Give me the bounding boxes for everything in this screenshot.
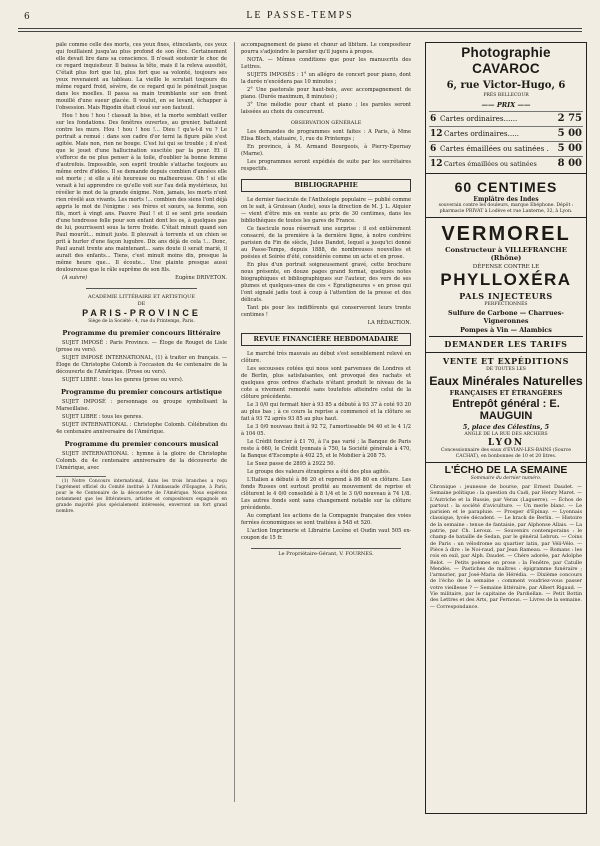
prog1-item: SUJET IMPOSÉ : Paris Province. — Éloge de Rouget de Lisle (prose ou vers). (56, 340, 227, 353)
story-paragraph: Hou ! hou ! hou ! classait la bise, et la morte semblait veiller sur les fondations. Des fenêtres ouvertes, au grenier, battaient contre les murs. Hou ! hou ! hou !... Dieu ! qu'a-t-il vu ? Le portrait a remué : dans son cadre d'or terni la figure pâle s'est agitée. Mais non, rien ne bouge. C'est lui qui se trouble ; il n'est que le jouet d'une hallucination suscitée par la peur. Et il s'efforce de ne plus penser à la toile, d'oublier la bonne femme d'autrefois. Impossible, son esprit trouble s'attache toujours au même ordre d'idées. Il se demande depuis combien d'années elle est morte ; si elle a été heureuse ou malheureuse. Oh ! si elle venait à lui apprendre ce qu'elle voit sur l'au delà mystérieux, lui révéler le mot de la grande énigme. Non, jamais, les morts n'ont rien révélé aux vivants. Les morts !... combien des siens l'ont déjà appris le mot de l'énigme : ses frères et sœurs, sa femme, son fils, mort à vingt ans. Pauvre Paul ! et il se sent pris soudain d'une tendresse folle pour son enfant dont les os, à quelques pas de lui, pourrissent sous la terre froide. C'était minuit quand son Paul mourût... minuit juste. Il pleuvait à torrents et un chien se prit à hurler d'une façon lugubre. Dix ans déjà de cela !... Donc, Paul aurait trente ans maintenant... sans doute il serait marié, il aurait des enfants... Tiens, c'est minuit moins dix, presque la même heure que... Il écoute... Une plainte presque aussi douloureuse que le râle suprême de son fils. (56, 113, 227, 273)
emplatre-title: Emplâtre des Indes (473, 196, 539, 203)
academie-line2: DE (137, 301, 146, 307)
price-row: 6 Cartes ordinaires...... 2 75 (430, 113, 582, 124)
revue-title: REVUE FINANCIÈRE HEBDOMADAIRE (241, 333, 411, 346)
section-rule (86, 288, 197, 289)
vente-line: VENTE ET EXPÉDITIONS (442, 356, 570, 366)
entrepot-line: Entrepôt général : E. MAUGUIN (452, 398, 560, 422)
phylloxera-title: PHYLLOXÉRA (440, 270, 572, 289)
story-author: Eugène DRIVETON. (175, 275, 227, 281)
prog1-item: SUJET LIBRE : tous les genres (prose ou vers). (62, 377, 184, 383)
page-number: 6 (24, 12, 30, 22)
prog3-title: Programme du premier concours musical (64, 440, 219, 448)
revue-paragraph: Le Suez passe de 2895 à 2922 50. (247, 461, 336, 467)
story-paragraph: pâle comme celle des morts, ces yeux fixes, étincelants, ces yeux qui fouillaient jusqu'au plus profond de son être. Certainement elle devait lire dans sa conscience. Il n'osait soutenir le choc de ce regard inquisiteur. Il baissa la tête, mais il la releva aussitôt, C'était plus fort que lui, plus fort que sa volonté, toujours ses yeux revenaient au tableau. La vieille le scrutait toujours du même regard froid, sévère, de ce regard qui le pénétrait jusque dans les moelles. Il passa sa main tremblante sur son front mouillé d'une sueur glacée. Il voulut, en se levant, échapper à l'obsession. Mais Rigodin était cloué sur son fauteuil. (56, 42, 227, 111)
academie-city: PARIS-PROVINCE (82, 308, 201, 318)
music-paragraph: 2° Une pastorale pour haut-bois, avec accompagnement de piano. (Durée maximum, 8 minutes) ; (241, 87, 411, 100)
perfectionnes-line: PERFECTIONNÉS (484, 302, 528, 307)
cavaroc-prix: —— PRIX —— (481, 101, 531, 109)
revue-paragraph: Le 3 0/0 qui fermait hier à 93 85 a débuté à 93 37 à coté 93 20 au plus bas ; à ce cours la reprise a commencé et la clôture se fait à 93 72 après 93 85 au plus haut. (241, 402, 411, 422)
detoutes-line: DE TOUTES LES (486, 367, 526, 372)
eaux-title: Eaux Minérales Naturelles (429, 374, 583, 388)
page-header (18, 6, 582, 36)
observation-paragraph: En province, à M. Armand Bourgeois, à Pierry-Epernay (Marne). (241, 144, 411, 157)
revue-paragraph: L'action Imprimerie et Librairie Lecène et Oudin vaut 505 ex-coupon de 15 fr. (241, 528, 411, 541)
biblio-paragraph: Le dernier fascicule de l'Anthologie populaire — publié comme on le sait, à Gruissan (Aude), sous la direction de M. J. L. Alquier — vient d'être mis en vente au prix de 30 centimes, dans les bibliothèques de toutes les gares de France. (241, 197, 411, 224)
column-2 (241, 42, 411, 802)
mauguin-ad (426, 353, 586, 463)
echo-sub: Sommaire du dernier numéro. (470, 476, 542, 481)
echo-body: Chronique : jeunesse de bourse, par Ernest Daudet. — Semaine politique : la question du Cadi, par Henry Maret. — L'Autriche et la Russie, par Verax (Laguerre). — Échos de partout : la société d'aviculture. — Un merle blanc. — Le parisien et le parapluie. — Prosper d'Epinay. — Lyonnais classique, lycée décadent. — Le krack de Berlin. — Histoire de la semaine : tenue de fantaisie, par Alphonse Allais. — La patrie, par Ch. Leroux. — Souvenirs contemporains : le champ de bataille de Sedan, par le général Lebrun. — Coins de Paris : un vélodrome au quartier latin, par Véli-Vélo. — Pièce à dire : le Noi-raud, par Jean Rameau. — Romans : les rois en exil, par Alph. Daudet. — Chère adorée, par Adolphe Belot. — Petits poèmes en prose : la Fenêtre, par Catulle Mendès. — Pastiches de maîtres : épigramme funéraire ; l'armurier, par José-Maria de Hérédia. — Dixième concours de l'écho de la semaine : comment voudriez-vous passer votre vieillesse ? — Semaine littéraire, par Albert Rigaud. — Vie militaire, par le capitaine de Pardiellan. — Petit Bottin des Lettres et des Arts, par Fernous. — Livres de la semaine. — Correspondance. (430, 484, 582, 610)
biblio-signature: LA RÉDACTION. (367, 320, 411, 326)
vermorel-ad (426, 218, 586, 353)
column-divider (234, 42, 235, 802)
prog1-item: SUJET IMPOSÉ INTERNATIONAL, (1) à traiter en français. — Éloge de Christophe Colomb à l'occasion du 4e centenaire de la découverte de l'Amérique. (Prose ou vers). (56, 355, 227, 375)
music-paragraph: SUJETS IMPOSÉS : 1° un allégro de concert pour piano, dont la durée n'excédera pas 10 minutes ; (241, 72, 411, 85)
prog2-title: Programme du premier concours artistique (60, 388, 223, 396)
prog2-item: SUJET IMPOSÉ : personnage ou groupe symbolisant la Marseillaise. (56, 399, 227, 412)
prog3-item: SUJET INTERNATIONAL : hymne à la gloire de Christophe Colomb. du 4e centenaire anniversaire de la découverte de l'Amérique, avec (56, 451, 227, 471)
footnote: (1) Notre Concours international, dans les trois branches a reçu l'agrément officiel du Comité institué à l'Ambassade d'Espagne, à Paris, pour le 4e Centenaire de la découverte de l'Amérique. Nous espérons notamment que les littérateurs, artistes et compositeurs espagnols en grande majorité plus spécialement intéressés, enverront un fort grand nombre. (56, 479, 227, 514)
column-1 (56, 42, 227, 802)
prog2-item: SUJET INTERNATIONAL : Christophe Colomb. Célébration du 4e centenaire anniversaire de l'Amérique. (56, 422, 227, 435)
advertisements-column (425, 42, 587, 814)
revue-paragraph: Le marché très mauvais au début s'est sensiblement relevé en clôture. (241, 351, 411, 364)
biblio-paragraph: Ce fascicule nous réservait une surprise : il est entièrement consacré, de la première à la dernière ligne, à notre confrère parisien du Fin de siècle, Jules Dandot, lequel a jusqu'ici donné au Passe-Temps, depuis 1888, de nombreuses nouvelles et poésies et Soirée d'été, considérée comme un acte et en prose. (241, 226, 411, 260)
defense-line: DÉFENSE CONTRE LE (472, 264, 540, 270)
price-row: 12 Cartes ordinaires..... 5 00 (430, 128, 582, 139)
centimes-title: 60 CENTIMES (454, 179, 558, 195)
prog1-title: Programme du premier concours littéraire (62, 329, 221, 337)
music-paragraph: 3° Une mélodie pour chant et piano ; les paroles seront laissées au choix du concurrent. (241, 102, 411, 115)
pals-line: PALS INJECTEURS (459, 291, 553, 301)
music-paragraph: NOTA. — Mêmes conditions que pour les manuscrits des Lettres. (241, 57, 411, 70)
echo-title: L'ÉCHO DE LA SEMAINE (444, 465, 568, 476)
footnote-rule (56, 476, 106, 477)
journal-title: LE PASSE-TEMPS (246, 10, 354, 21)
to-be-continued: (A suivre) Eugène DRIVETON. (62, 275, 227, 281)
biblio-paragraph: Tant pis pour les indifférents qui conserveront leurs trente centimes ! (241, 305, 411, 318)
academie-line1: ACADÉMIE LITTÉRAIRE ET ARTISTIQUE (88, 294, 195, 300)
demander-line: DEMANDER LES TARIFS (429, 336, 583, 349)
academie-siege: Siège de la Société : 4, rue du Printemps, Paris. (88, 319, 195, 324)
revue-paragraph: Le groupe des valeurs étrangères a été des plus agités. (247, 469, 391, 475)
revue-paragraph: L'Italien a débuté à 86 20 et reprend à 86 80 en clôture. Les fonds Russes ont surtout profité au mouvement de reprise et clôturent le 4 0/0 consolidé à 8 1/4 et le 3 0/0 nouveau à 74 1/8. Les autres fonds sont sans changement notable sur la clôture précédente. (241, 477, 411, 511)
centimes-ad (426, 174, 586, 218)
observation-paragraph: Les programmes seront expédiés de suite par les secrétaires respectifs. (241, 159, 411, 172)
revue-paragraph: Au comptant les actions de la Compagnie française des voies ferrées économiques se sont traitées à 548 et 520. (241, 513, 411, 526)
header-rule-2 (18, 31, 582, 32)
cavaroc-ad (426, 43, 586, 174)
concess-line: Concessionnaire des eaux d'EVIAN-LES-BAINS (Source CACHAT), en bonbonnes de 10 et 20 litres. (440, 448, 572, 459)
echo-ad (426, 465, 586, 610)
vermorel-title: VERMOREL (441, 223, 571, 245)
revue-paragraph: Les secousses cotées qui nous sont parvenues de Londres et de Berlin, plus satisfaisantes, ont provoqué des rachats et quelques gros ordres d'achats n'étant produit le niveau de la cote a vivement remonté sans toutefois atteindre celui de la clôture précédente. (241, 366, 411, 400)
prog2-item: SUJET LIBRE : tous les genres. (62, 414, 143, 420)
header-rule (18, 28, 582, 29)
price-row: 12 Cartes émaillées ou satinées 8 00 (430, 158, 582, 169)
revue-paragraph: Le Crédit foncier à £1 70, à l'a pas varié ; la Banque de Paris reste à 660, le Crédit lyonnais à 750, la Société générale à 470, la Banque d'Escompte à 402 25, et le Mobilier à 208 75. (241, 439, 411, 459)
bibliographie-title: BIBLIOGRAPHIE (241, 179, 411, 192)
lyon-line: LYON (487, 438, 525, 448)
observation-title: OBSERVATION GÉNÉRALE (290, 120, 362, 126)
cavaroc-title: Photographie CAVAROC (461, 45, 551, 76)
vermorel-sub: Constructeur à VILLEFRANCHE (Rhône) (445, 246, 567, 262)
cavaroc-pres: PRÈS BELLECOUR (483, 93, 529, 98)
observation-paragraph: Les demandes de programmes sont faites : A Paris, à Mme Elisa Bloch, statuaire, 1, rue du Printemps ; (241, 129, 411, 142)
cavaroc-address: 6, rue Victor-Hugo, 6 (446, 80, 566, 91)
footer-rule (251, 548, 401, 549)
music-paragraph: accompagnement de piano et chœur ad libitum. Le compositeur pourra s'adjoindre le parolier qu'il jugera à propos. (241, 42, 411, 55)
price-row: 6 Cartes émaillées ou satinées . 5 00 (430, 143, 582, 154)
francaises-line: FRANÇAISES ET ÉTRANGÈRES (449, 389, 563, 397)
gerant-footer: Le Propriétaire-Gérant, V. FOURNES. (278, 551, 374, 557)
angle-line: ANGLE DE LA RUE DES ARCHERS (464, 432, 548, 437)
revue-paragraph: Le 3 0/0 nouveau finit à 92 72, l'amortissable 94 40 et le 4 1/2 à 104 05. (241, 424, 411, 437)
emplatre-desc: souverain contre les douleurs, marque Ebéphone. Dépôt : pharmacie PRIVAT à Lodève et rue Lanterne, 32, à Lyon. (438, 203, 574, 214)
celestins-line: 5, place des Célestins, 5 (462, 423, 550, 431)
biblio-paragraph: En plus d'un portrait soigneusement gravé, cette brochure nous présente, en douze pages grand format, quelques notes biographiques et bibliographiques sur l'auteur, des vers de ses plumes et quelques-unes de ces « Égratigneures » en prose qui l'ont signalé jadis tout à coup à l'attention de la presse et des délicats. (241, 262, 411, 303)
sulfure-line: Sulfure de Carbone — Charrues-Vigneronnes (448, 309, 564, 325)
pompes-line: Pompes à Vin — Alambics (460, 326, 552, 334)
